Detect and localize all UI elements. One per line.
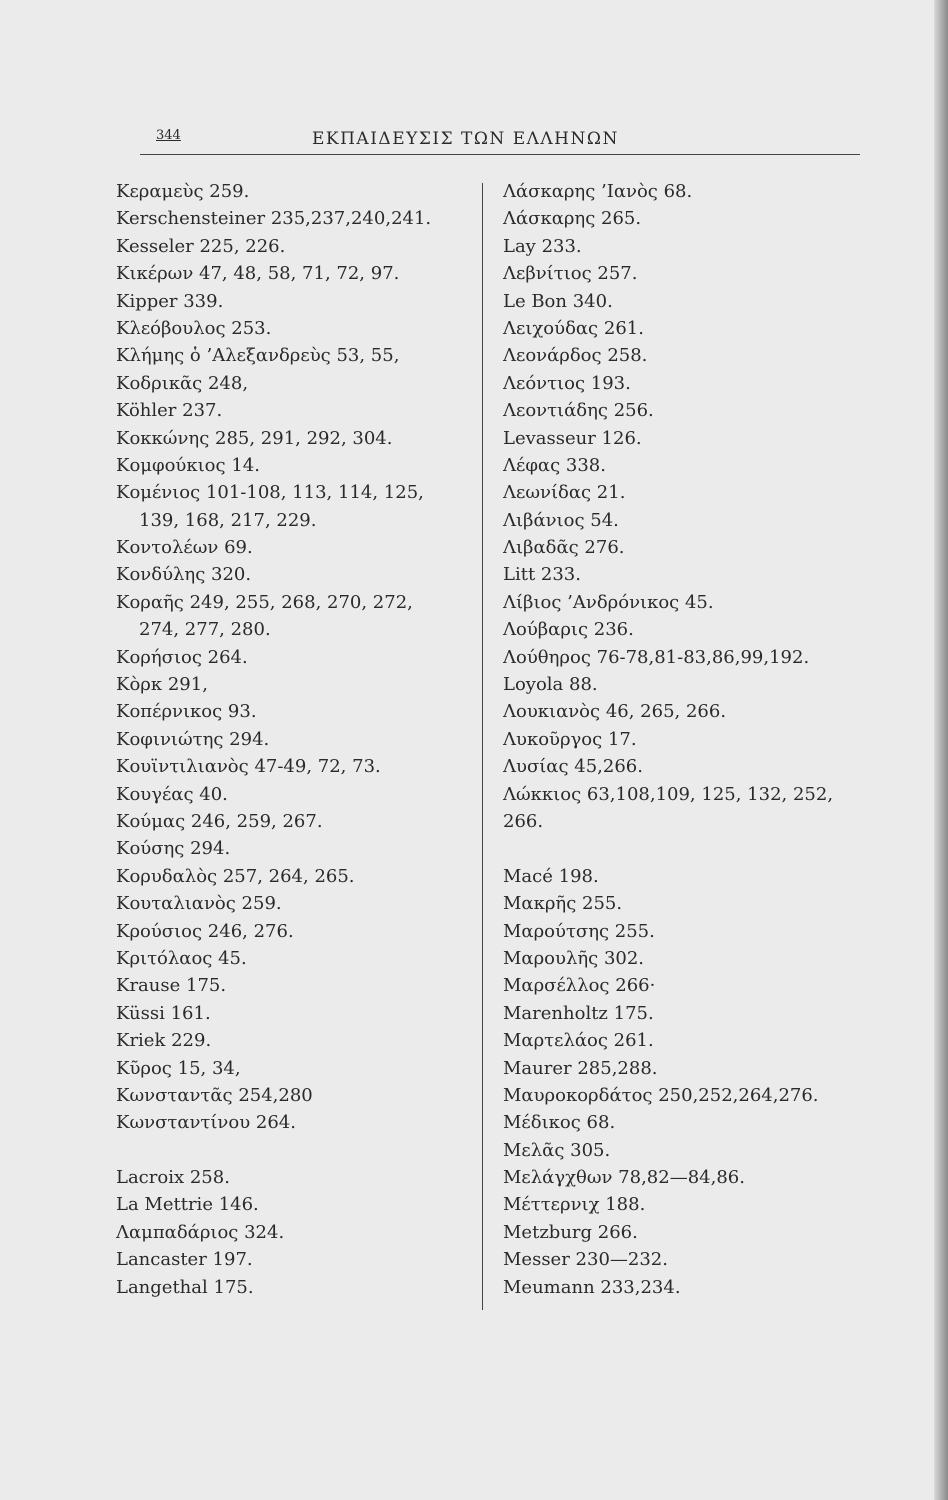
index-entry: Maurer 285,288. xyxy=(503,1057,658,1079)
index-entry: Κούσης 294. xyxy=(116,838,231,860)
index-entry: Kipper 339. xyxy=(116,290,224,312)
index-entry: Κοφινιώτης 294. xyxy=(116,728,270,750)
index-entry: Κοπέρνικος 93. xyxy=(116,701,257,723)
index-entry: Λεόντιος 193. xyxy=(503,372,631,394)
index-entry: Marenholtz 175. xyxy=(503,1002,654,1024)
index-entry: Lacroix 258. xyxy=(116,1167,230,1189)
index-entry: Λούβαρις 236. xyxy=(503,619,634,641)
index-entry: Μαρουλῆς 302. xyxy=(503,947,645,969)
index-entry: Litt 233. xyxy=(503,564,581,586)
index-entry: Μαυροκορδάτος 250,252,264,276. xyxy=(503,1084,819,1106)
index-entry: Λάσκαρης ’Ιανὸς 68. xyxy=(503,181,693,202)
index-entry: Λεβνίτιος 257. xyxy=(503,263,638,285)
index-entry: Κούμας 246, 259, 267. xyxy=(116,810,323,832)
index-entry: Λιβάνιος 54. xyxy=(503,509,619,531)
index-entry: Λυσίας 45,266. xyxy=(503,756,643,778)
index-entry: Κοραῆς 249, 255, 268, 270, 272, xyxy=(116,591,413,613)
index-entry: Λειχούδας 261. xyxy=(503,317,644,339)
page-number: 344 xyxy=(156,128,181,143)
index-entry: Küssi 161. xyxy=(116,1002,211,1024)
index-entry: Κουϊντιλιανὸς 47-49, 72, 73. xyxy=(116,756,381,778)
index-entry: Κλεόβουλος 253. xyxy=(116,317,272,339)
index-entry: Κορήσιος 264. xyxy=(116,646,248,668)
index-entry: Κεραμεὺς 259. xyxy=(116,181,250,202)
index-entry: Μαρσέλλος 266· xyxy=(503,975,656,997)
index-entry: Μαρούτσης 255. xyxy=(503,920,655,942)
index-entry: Λώκκιος 63,108,109, 125, 132, 252, xyxy=(503,783,834,805)
index-entry: Lancaster 197. xyxy=(116,1249,253,1271)
index-entry: Kesseler 225, 226. xyxy=(116,235,286,257)
index-entry: Κωνσταντίνου 264. xyxy=(116,1112,296,1134)
index-entry: Μαρτελάος 261. xyxy=(503,1030,654,1052)
index-entry: Krause 175. xyxy=(116,975,227,997)
index-entry: Μέδικος 68. xyxy=(503,1112,616,1134)
index-column-left xyxy=(116,178,471,1301)
index-entry: Kriek 229. xyxy=(116,1030,212,1052)
index-entry: Λίβιος ’Ανδρόνικος 45. xyxy=(503,591,714,613)
index-entry: Langethal 175. xyxy=(116,1276,254,1298)
index-entry: Κουγέας 40. xyxy=(116,783,228,805)
index-entry-continuation: 266. xyxy=(503,810,544,832)
index-entry: Meumann 233,234. xyxy=(503,1276,681,1298)
column-divider xyxy=(482,183,483,1310)
index-entry: Λεονάρδος 258. xyxy=(503,345,648,367)
index-entry: Loyola 88. xyxy=(503,674,598,696)
page-header xyxy=(140,128,860,152)
index-entry: Μακρῆς 255. xyxy=(503,893,623,915)
index-entry: Λέφας 338. xyxy=(503,454,606,476)
index-entry: Metzburg 266. xyxy=(503,1221,638,1243)
index-entry: Λούθηρος 76-78,81-83,86,99,192. xyxy=(503,646,810,668)
index-entry: Κουταλιανὸς 259. xyxy=(116,893,282,915)
index-entry: Κονδύλης 320. xyxy=(116,564,252,586)
index-entry-continuation: 139, 168, 217, 229. xyxy=(139,509,317,531)
index-entry: Levasseur 126. xyxy=(503,427,642,449)
index-entry: Λεωνίδας 21. xyxy=(503,482,626,504)
section-gap xyxy=(503,835,873,862)
header-rule xyxy=(140,154,860,155)
index-entry: Κομένιος 101-108, 113, 114, 125, xyxy=(116,482,424,504)
index-entry: Λεοντιάδης 256. xyxy=(503,400,654,422)
index-entry: Κωνσταντᾶς 254,280 xyxy=(116,1084,313,1106)
index-entry: Λιβαδᾶς 276. xyxy=(503,537,625,559)
index-entry: Μελᾶς 305. xyxy=(503,1139,611,1161)
index-entry: Κριτόλαος 45. xyxy=(116,947,247,969)
index-entry: Λουκιανὸς 46, 265, 266. xyxy=(503,701,727,723)
index-entry: Κοδρικᾶς 248, xyxy=(116,372,249,394)
index-entry: Λάσκαρης 265. xyxy=(503,208,642,230)
index-entry-continuation: 274, 277, 280. xyxy=(139,619,271,641)
index-entry: Κὸρκ 291, xyxy=(116,674,208,696)
index-column-right xyxy=(503,178,873,1301)
section-gap xyxy=(116,1137,471,1164)
index-entry: Κοντολέων 69. xyxy=(116,537,253,559)
index-entry: Lay 233. xyxy=(503,235,582,257)
index-entry: Messer 230—232. xyxy=(503,1249,668,1271)
running-title: ΕΚΠΑΙΔΕΥΣΙΣ ΤΩΝ ΕΛΛΗΝΩΝ xyxy=(312,129,619,149)
index-entry: Kerschensteiner 235,237,240,241. xyxy=(116,208,432,230)
index-entry: Λαμπαδάριος 324. xyxy=(116,1221,285,1243)
index-entry: Κλήμης ὁ ’Αλεξανδρεὺς 53, 55, xyxy=(116,345,400,367)
index-entry: Macé 198. xyxy=(503,865,599,887)
index-entry: Κρούσιος 246, 276. xyxy=(116,920,294,942)
index-entry: Le Bon 340. xyxy=(503,290,613,312)
index-entry: Κικέρων 47, 48, 58, 71, 72, 97. xyxy=(116,263,400,285)
index-entry: Μελάγχθων 78,82—84,86. xyxy=(503,1167,745,1189)
index-entry: Köhler 237. xyxy=(116,400,223,422)
index-entry: Κορυδαλὸς 257, 264, 265. xyxy=(116,865,355,887)
index-entry: Μέττερνιχ 188. xyxy=(503,1194,646,1216)
index-entry: Κομφούκιος 14. xyxy=(116,454,260,476)
index-entry: Κοκκώνης 285, 291, 292, 304. xyxy=(116,427,393,449)
page-edge-shadow xyxy=(934,0,948,1500)
index-entry: La Mettrie 146. xyxy=(116,1194,259,1216)
index-entry: Κῦρος 15, 34, xyxy=(116,1057,241,1079)
index-entry: Λυκοῦργος 17. xyxy=(503,728,637,750)
